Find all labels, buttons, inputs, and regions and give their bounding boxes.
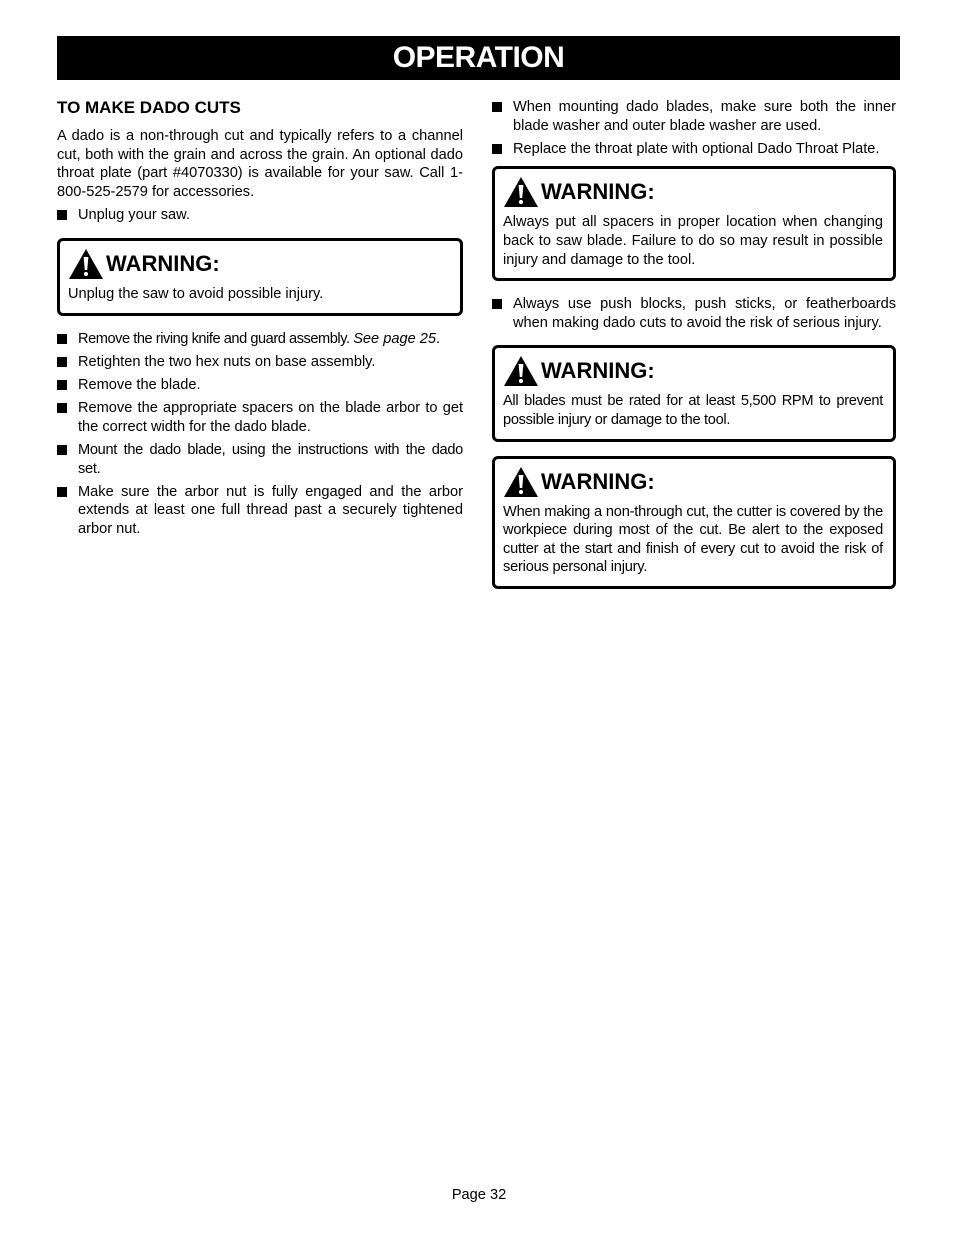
- bullet-list-right-b: [492, 295, 896, 332]
- warning-text: When making a non-through cut, the cutter is covered by the workpiece during most of the cut. Be alert to the exposed cutter at the start and finish of every cut to avoid the risk of serious personal injury.: [503, 503, 883, 576]
- warning-box-unplug: [57, 238, 463, 316]
- list-item: Remove the blade.: [57, 376, 463, 395]
- warning-box-rpm: [492, 345, 896, 441]
- warning-title: WARNING:: [106, 250, 220, 276]
- square-bullet-icon: [57, 210, 67, 220]
- bullet-list-left-b: [57, 330, 463, 539]
- list-item: Replace the throat plate with optional Dado Throat Plate.: [492, 140, 896, 159]
- square-bullet-icon: [57, 445, 67, 455]
- square-bullet-icon: [57, 487, 67, 497]
- warning-triangle-icon: [68, 248, 104, 280]
- square-bullet-icon: [57, 380, 67, 390]
- warning-triangle-icon: [503, 355, 539, 387]
- list-item: When mounting dado blades, make sure both the inner blade washer and outer blade washer are used.: [492, 98, 896, 135]
- list-item: Make sure the arbor nut is fully engaged and the arbor extends at least one full thread past a securely tightened arbor nut.: [57, 483, 463, 539]
- warning-text: Unplug the saw to avoid possible injury.: [68, 285, 324, 302]
- page-number: Page 32: [451, 1187, 507, 1203]
- section-intro: A dado is a non-through cut and typically refers to a channel cut, both with the grain and across the grain. An optional dado throat plate (part #4070330) is available for your saw. Call 1-800-525-2579 for accessories.: [57, 128, 463, 200]
- warning-box-spacers: [492, 166, 896, 281]
- warning-header: [503, 354, 883, 388]
- square-bullet-icon: [57, 334, 67, 344]
- square-bullet-icon: [57, 357, 67, 367]
- left-column: [57, 98, 463, 543]
- warning-title: WARNING:: [541, 468, 655, 494]
- list-item: Remove the riving knife and guard assembly. See page 25.: [57, 330, 463, 349]
- section-heading: TO MAKE DADO CUTS: [57, 98, 241, 117]
- warning-text: All blades must be rated for at least 5,500 RPM to prevent possible injury or damage to the tool.: [503, 393, 883, 428]
- warning-box-non-through-cut: [492, 456, 896, 589]
- list-item: Unplug your saw.: [57, 206, 463, 225]
- square-bullet-icon: [57, 403, 67, 413]
- page-banner-title: OPERATION: [57, 36, 900, 80]
- list-item: Mount the dado blade, using the instructions with the dado set.: [57, 441, 463, 478]
- bullet-list-right-a: [492, 98, 896, 158]
- warning-text: Always put all spacers in proper location when changing back to saw blade. Failure to do so may result in possible injury and damage to the tool.: [503, 214, 883, 268]
- right-column: [492, 98, 896, 603]
- page-reference: See page 25: [353, 330, 436, 347]
- warning-header: [503, 465, 883, 499]
- bullet-list-left-a: [57, 206, 463, 225]
- square-bullet-icon: [492, 299, 502, 309]
- warning-triangle-icon: [503, 176, 539, 208]
- list-item: Remove the appropriate spacers on the blade arbor to get the correct width for the dado blade.: [57, 399, 463, 436]
- square-bullet-icon: [492, 144, 502, 154]
- warning-triangle-icon: [503, 466, 539, 498]
- warning-title: WARNING:: [541, 358, 655, 384]
- warning-header: [68, 247, 450, 281]
- list-item: Retighten the two hex nuts on base assembly.: [57, 353, 463, 372]
- square-bullet-icon: [492, 102, 502, 112]
- list-item: Always use push blocks, push sticks, or featherboards when making dado cuts to avoid the risk of serious injury.: [492, 295, 896, 332]
- warning-header: [503, 175, 883, 209]
- warning-title: WARNING:: [541, 179, 655, 205]
